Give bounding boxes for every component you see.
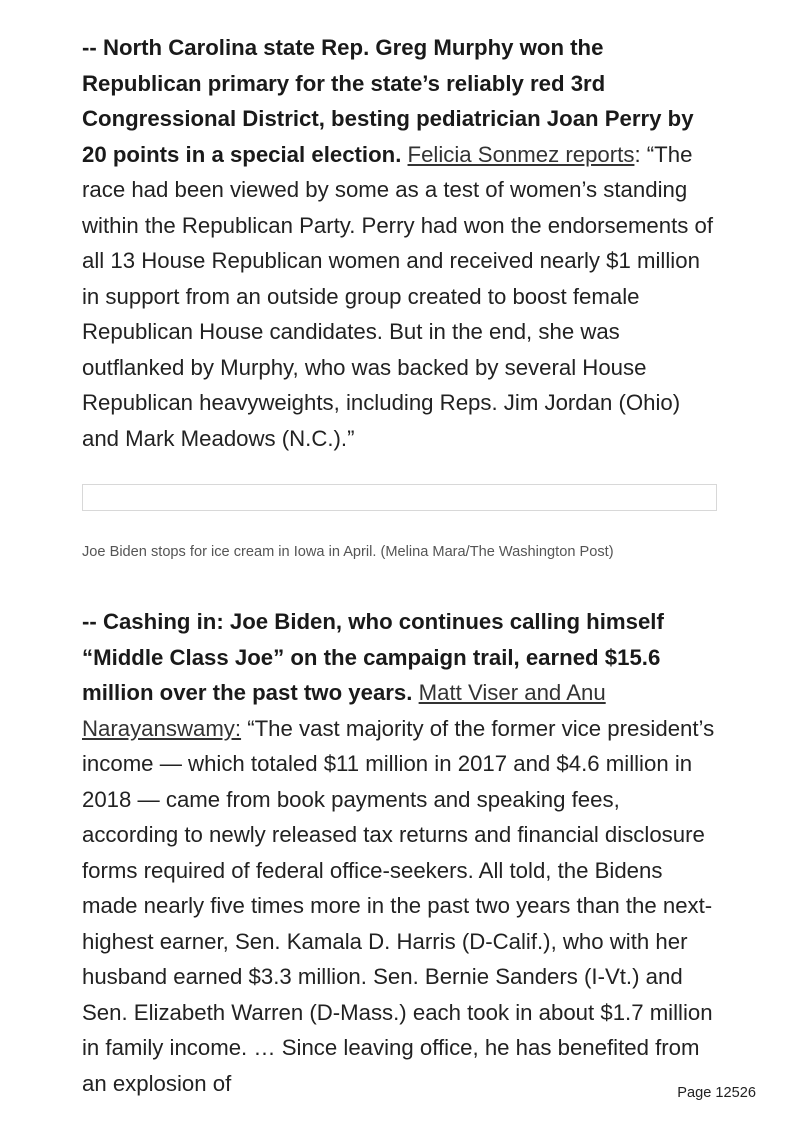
quote-text: “The race had been viewed by some as a test of women’s standing within the Republican Party. Perry had won the endorsements of all 13 House Republican women and received nearly $1 million in support from an outside group created to boost female Republican House candidates. But in the end, she was outflanked by Murphy, who was backed by several House Republican heavyweights, including Reps. Jim Jordan (Ohio) and Mark Meadows (N.C.).”: [82, 141, 714, 451]
matt-viser-link[interactable]: Matt Viser and Anu Narayanswamy:: [82, 680, 606, 741]
image-caption: Joe Biden stops for ice cream in Iowa in April. (Melina Mara/The Washington Post): [82, 544, 614, 560]
embedded-image-frame: [82, 484, 717, 511]
paragraph-biden: [82, 604, 722, 1096]
page-number: Page 12526: [671, 1085, 756, 1101]
felicia-sonmez-link[interactable]: Felicia Sonmez reports: [407, 141, 635, 167]
quote-text: “The vast majority of the former vice president’s income — which totaled $11 million in 2017 and $4.6 million in 2018 — came from book payments and speaking fees, according to newly released tax returns and financial disclosure forms required of federal office-seekers. All told, the Bidens made nearly five times more in the past two years than the next- highest earner, Sen. Kamala D. Harris (D-Calif.), who with her husband earned $3.3 million. Sen. Bernie Sanders (I-Vt.) and Sen. Elizabeth Warren (D-Mass.) each took in about $1.7 million in family income. … Since leaving office, he has benefited from an explosion of: [82, 715, 715, 1096]
lead-bold-text: -- Cashing in: Joe Biden, who continues calling himself “Middle Class Joe” on the campaign trail, earned $15.6 million over the past two years.: [82, 609, 664, 705]
article-body: [82, 30, 722, 1096]
colon-text: :: [634, 141, 641, 167]
lead-bold-text: -- North Carolina state Rep. Greg Murphy won the Republican primary for the state’s reliably red 3rd Congressional District, besting pediatrician Joan Perry by 20 points in a special election.: [82, 35, 694, 167]
paragraph-murphy: [82, 30, 722, 456]
